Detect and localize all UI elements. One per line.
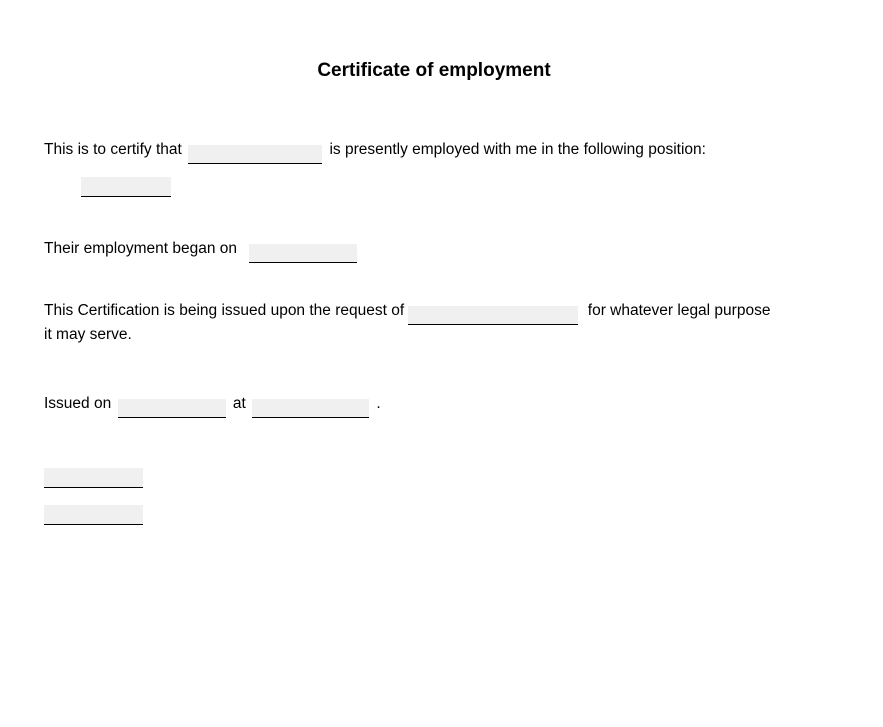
employed-text: is presently employed with me in the following position: [329, 141, 706, 158]
signatory-title-field[interactable] [44, 505, 143, 525]
employment-began-text: Their employment began on [44, 240, 238, 257]
requester-field[interactable] [408, 306, 578, 325]
issue-place-field[interactable] [252, 399, 369, 418]
certify-line [44, 141, 706, 164]
certify-text: This is to certify that [44, 141, 182, 158]
signatory-name-input[interactable] [44, 468, 143, 487]
at-text: at [232, 395, 246, 412]
issued-on-text: Issued on [44, 395, 112, 412]
position-field[interactable] [81, 177, 171, 197]
start-date-input[interactable] [249, 244, 357, 262]
request-text: This Certification is being issued upon the request of [44, 302, 405, 319]
request-line-2 [44, 326, 132, 344]
period-text: . [376, 395, 381, 412]
start-date-field[interactable] [249, 244, 357, 263]
issue-date-field[interactable] [118, 399, 226, 418]
issued-line [44, 395, 381, 418]
employment-start-line [44, 240, 357, 263]
position-input[interactable] [81, 177, 171, 196]
request-line [44, 302, 770, 325]
issue-date-input[interactable] [118, 399, 226, 417]
requester-input[interactable] [408, 306, 578, 324]
signatory-title-input[interactable] [44, 505, 143, 524]
signatory-name-field[interactable] [44, 468, 143, 488]
employee-name-field[interactable] [188, 145, 322, 164]
employee-name-input[interactable] [188, 145, 322, 163]
issue-place-input[interactable] [252, 399, 369, 417]
document-title: Certificate of employment [317, 60, 551, 81]
may-serve-text: it may serve. [44, 326, 132, 343]
legal-purpose-text: for whatever legal purpose [587, 302, 771, 319]
